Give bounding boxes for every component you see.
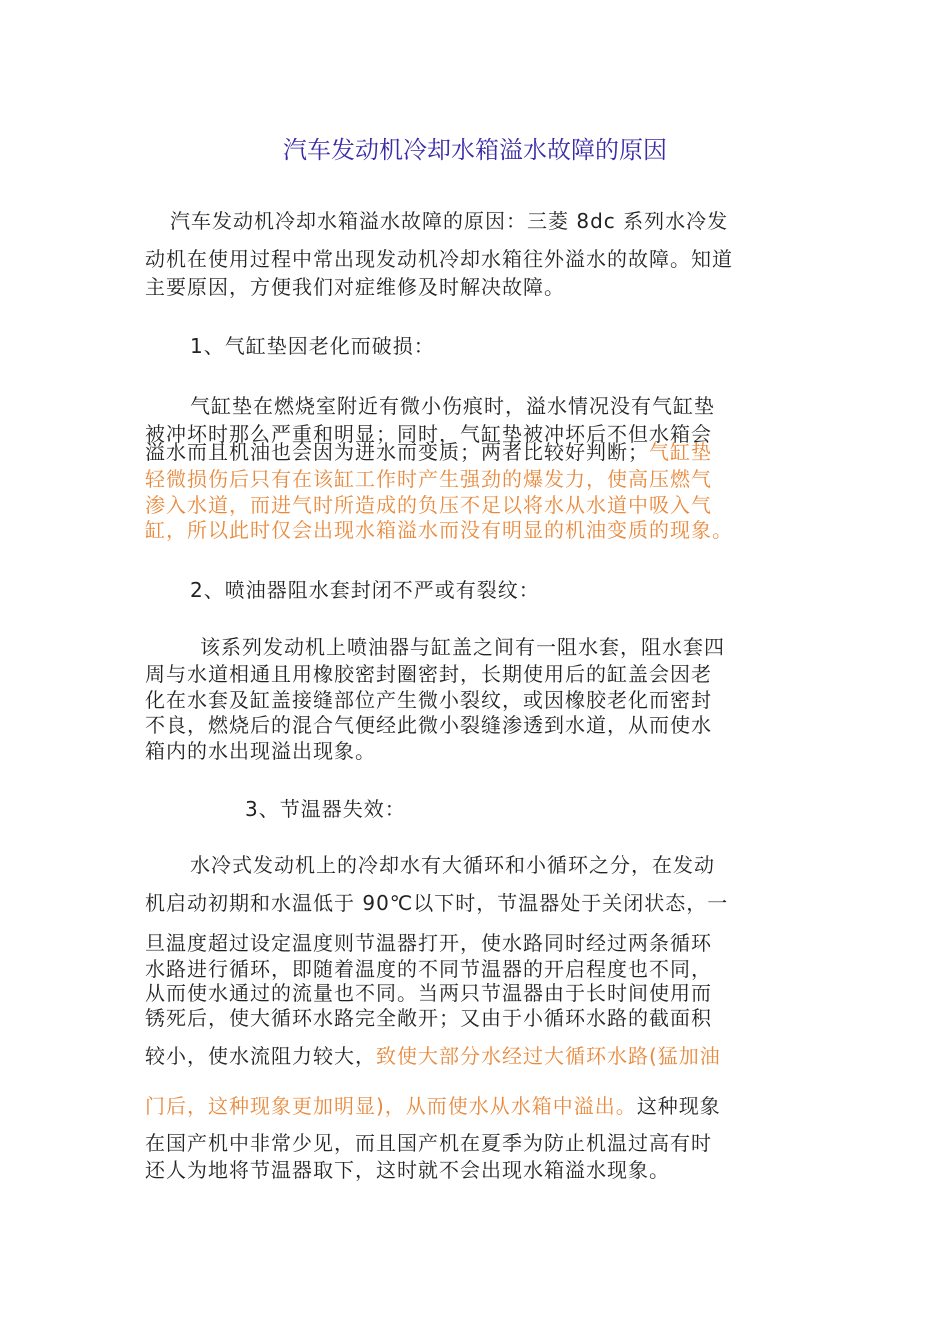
section-1-heading: 1、气缸垫因老化而破损： <box>190 334 435 358</box>
section-3-line-4: 水路进行循环，即随着温度的不同节温器的开启程度也不同， <box>145 957 712 981</box>
section-2-heading: 2、喷油器阻水套封闭不严或有裂纹： <box>190 578 540 602</box>
section-3-line-8-plain: 这种现象 <box>636 1094 721 1118</box>
section-1-line-2: 被冲坏时那么严重和明显；同时，气缸垫被冲坏后不但水箱会 <box>145 422 712 446</box>
section-3-line-5: 从而使水通过的流量也不同。当两只节温器由于长时间使用而 <box>145 981 712 1005</box>
section-1-line-1: 气缸垫在燃烧室附近有微小伤痕时，溢水情况没有气缸垫 <box>190 394 715 418</box>
section-2-line-2: 周与水道相通且用橡胶密封圈密封，长期使用后的缸盖会因老 <box>145 662 712 686</box>
section-1-line-3-highlight: 气缸垫 <box>649 440 712 464</box>
section-1-line-6: 缸，所以此时仅会出现水箱溢水而没有明显的机油变质的现象。 <box>145 518 733 542</box>
section-3-line-6: 锈死后，使大循环水路完全敞开；又由于小循环水路的截面积 <box>145 1006 712 1030</box>
intro-line-2: 动机在使用过程中常出现发动机冷却水箱往外溢水的故障。知道 <box>145 247 733 271</box>
section-2-line-5: 箱内的水出现溢出现象。 <box>145 739 376 763</box>
section-2-line-4: 不良，燃烧后的混合气便经此微小裂缝渗透到水道，从而使水 <box>145 713 712 737</box>
intro-line-1: 汽车发动机冷却水箱溢水故障的原因：三菱 8dc 系列水冷发 <box>170 209 729 233</box>
section-2-line-3: 化在水套及缸盖接缝部位产生微小裂纹，或因橡胶老化而密封 <box>145 688 712 712</box>
section-3-line-8-highlight: 门后，这种现象更加明显)，从而使水从水箱中溢出。 <box>145 1094 637 1118</box>
section-1-line-4: 轻微损伤后只有在该缸工作时产生强劲的爆发力，使高压燃气 <box>145 467 712 491</box>
intro-line-3: 主要原因，方便我们对症维修及时解决故障。 <box>145 275 565 299</box>
section-2-line-1: 该系列发动机上喷油器与缸盖之间有一阻水套，阻水套四 <box>200 635 725 659</box>
section-3-line-7-plain: 较小，使水流阻力较大， <box>145 1044 376 1068</box>
section-3-line-9: 在国产机中非常少见，而且国产机在夏季为防止机温过高有时 <box>145 1131 712 1155</box>
section-1-line-3-plain: 溢水而且机油也会因为进水而变质；两者比较好判断； <box>145 440 649 464</box>
section-1-line-5: 渗入水道，而进气时所造成的负压不足以将水从水道中吸入气 <box>145 493 712 517</box>
section-3-line-1: 水冷式发动机上的冷却水有大循环和小循环之分，在发动 <box>190 853 715 877</box>
document-title: 汽车发动机冷却水箱溢水故障的原因 <box>283 136 667 164</box>
section-3-line-10: 还人为地将节温器取下，这时就不会出现水箱溢水现象。 <box>145 1158 670 1182</box>
section-3-heading: 3、节温器失效： <box>245 797 406 821</box>
section-3-line-3: 旦温度超过设定温度则节温器打开，使水路同时经过两条循环 <box>145 931 712 955</box>
section-3-line-8 <box>145 1092 721 1120</box>
section-3-line-7 <box>145 1042 721 1070</box>
section-3-line-2: 机启动初期和水温低于 90℃以下时，节温器处于关闭状态，一 <box>145 891 729 915</box>
section-3-line-7-highlight: 致使大部分水经过大循环水路(猛加油 <box>376 1044 721 1068</box>
section-1-line-3 <box>145 438 712 466</box>
